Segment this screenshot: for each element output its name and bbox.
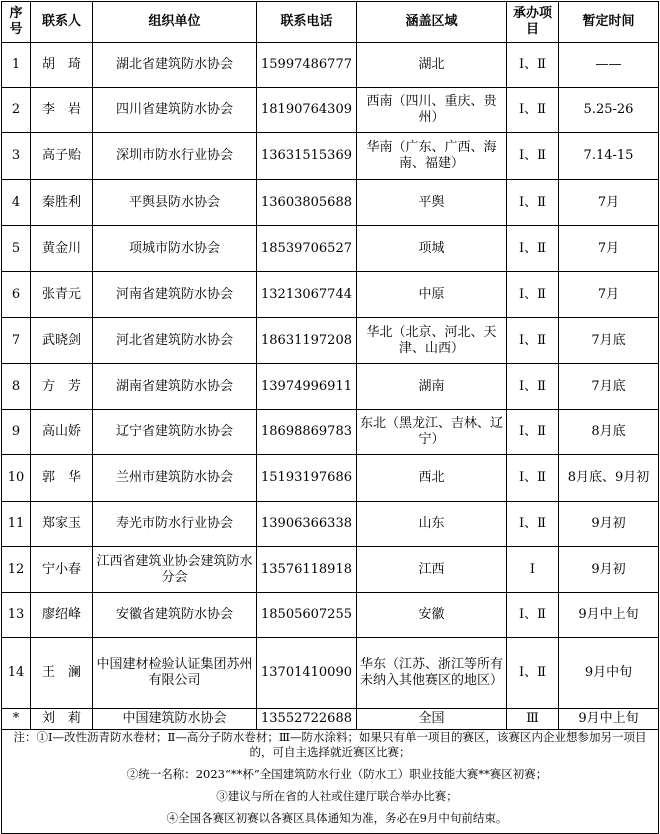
cell-region: 中原	[357, 272, 507, 318]
note-line-1: 注：①Ⅰ—改性沥青防水卷材；Ⅱ—高分子防水卷材；Ⅲ—防水涂料；如果只有单一项目的赛区，该赛区内企业想参加另一项目的，可自主选择就近赛区比赛；	[13, 730, 647, 759]
cell-time: 9月初	[559, 547, 659, 593]
cell-time: 9月中上旬	[559, 709, 659, 730]
cell-org: 中国建筑防水协会	[93, 709, 257, 730]
cell-projects: Ⅰ、Ⅱ	[507, 638, 559, 709]
table-row	[2, 226, 659, 272]
cell-region: 江西	[357, 547, 507, 593]
table-row	[2, 133, 659, 180]
cell-phone: 15997486777	[257, 43, 357, 88]
table-row	[2, 43, 659, 88]
cell-region: 项城	[357, 226, 507, 272]
cell-contact: 高山娇	[31, 410, 93, 455]
cell-projects: Ⅰ、Ⅱ	[507, 318, 559, 364]
cell-projects: Ⅰ	[507, 547, 559, 593]
cell-phone: 18190764309	[257, 88, 357, 133]
table-row	[2, 272, 659, 318]
cell-index: 12	[2, 547, 31, 593]
cell-projects: Ⅰ、Ⅱ	[507, 88, 559, 133]
header-projects: 承办项目	[507, 2, 559, 43]
cell-region: 西北	[357, 455, 507, 502]
cell-phone: 15193197686	[257, 455, 357, 502]
cell-time: 8月底	[559, 410, 659, 455]
cell-time: 8月底、9月初	[559, 455, 659, 502]
cell-time: 7.14-15	[559, 133, 659, 180]
cell-projects: Ⅰ、Ⅱ	[507, 180, 559, 226]
cell-phone: 18505607255	[257, 593, 357, 638]
contest-schedule-table	[1, 1, 659, 834]
table-row	[2, 547, 659, 593]
cell-phone: 13974996911	[257, 364, 357, 410]
cell-region: 华北（北京、河北、天津、山西）	[357, 318, 507, 364]
table-row	[2, 88, 659, 133]
cell-contact: 李 岩	[31, 88, 93, 133]
cell-index: 3	[2, 133, 31, 180]
cell-index: *	[2, 709, 31, 730]
cell-org: 江西省建筑业协会建筑防水分会	[93, 547, 257, 593]
cell-index: 11	[2, 502, 31, 547]
cell-time: 7月	[559, 272, 659, 318]
cell-projects: Ⅰ、Ⅱ	[507, 364, 559, 410]
cell-contact: 王 澜	[31, 638, 93, 709]
header-region: 涵盖区域	[357, 2, 507, 43]
header-index: 序号	[2, 2, 31, 43]
cell-index: 13	[2, 593, 31, 638]
cell-phone: 13603805688	[257, 180, 357, 226]
notes-cell	[2, 730, 659, 834]
table-row	[2, 410, 659, 455]
cell-projects: Ⅰ、Ⅱ	[507, 502, 559, 547]
cell-org: 安徽省建筑防水协会	[93, 593, 257, 638]
cell-time: 7月底	[559, 318, 659, 364]
cell-time: 9月初	[559, 502, 659, 547]
cell-org: 湖南省建筑防水协会	[93, 364, 257, 410]
cell-contact: 廖绍峰	[31, 593, 93, 638]
header-contact: 联系人	[31, 2, 93, 43]
cell-contact: 张青元	[31, 272, 93, 318]
cell-region: 安徽	[357, 593, 507, 638]
header-row	[2, 2, 659, 43]
table-row	[2, 180, 659, 226]
header-org: 组织单位	[93, 2, 257, 43]
cell-projects: Ⅰ、Ⅱ	[507, 455, 559, 502]
cell-phone: 13576118918	[257, 547, 357, 593]
cell-projects: Ⅰ、Ⅱ	[507, 272, 559, 318]
cell-index: 8	[2, 364, 31, 410]
notes-row	[2, 730, 659, 834]
cell-region: 华东（江苏、浙江等所有未纳入其他赛区的地区）	[357, 638, 507, 709]
cell-org: 兰州市建筑防水协会	[93, 455, 257, 502]
cell-org: 河南省建筑防水协会	[93, 272, 257, 318]
cell-region: 平舆	[357, 180, 507, 226]
cell-contact: 高子贻	[31, 133, 93, 180]
cell-contact: 方 芳	[31, 364, 93, 410]
cell-contact: 刘 莉	[31, 709, 93, 730]
cell-projects: Ⅰ、Ⅱ	[507, 133, 559, 180]
cell-phone: 18698869783	[257, 410, 357, 455]
cell-org: 河北省建筑防水协会	[93, 318, 257, 364]
cell-phone: 13701410090	[257, 638, 357, 709]
cell-phone: 13213067744	[257, 272, 357, 318]
cell-region: 山东	[357, 502, 507, 547]
cell-region: 全国	[357, 709, 507, 730]
cell-org: 四川省建筑防水协会	[93, 88, 257, 133]
cell-contact: 黄金川	[31, 226, 93, 272]
cell-region: 华南（广东、广西、海南、福建）	[357, 133, 507, 180]
header-phone: 联系电话	[257, 2, 357, 43]
header-time: 暂定时间	[559, 2, 659, 43]
cell-region: 东北（黑龙江、吉林、辽宁）	[357, 410, 507, 455]
cell-contact: 武晓剑	[31, 318, 93, 364]
cell-index: 9	[2, 410, 31, 455]
cell-projects: Ⅰ、Ⅱ	[507, 410, 559, 455]
cell-projects: Ⅰ、Ⅱ	[507, 593, 559, 638]
cell-org: 辽宁省建筑防水协会	[93, 410, 257, 455]
cell-time: 9月中上旬	[559, 593, 659, 638]
table-row	[2, 455, 659, 502]
cell-contact: 胡 琦	[31, 43, 93, 88]
cell-org: 深圳市防水行业协会	[93, 133, 257, 180]
table-row	[2, 593, 659, 638]
cell-region: 湖南	[357, 364, 507, 410]
cell-index: 7	[2, 318, 31, 364]
cell-time: 7月底	[559, 364, 659, 410]
cell-phone: 13631515369	[257, 133, 357, 180]
note-line-4: ④全国各赛区初赛以各赛区具体通知为准，务必在9月中旬前结束。	[166, 811, 508, 825]
cell-index: 14	[2, 638, 31, 709]
cell-phone: 18539706527	[257, 226, 357, 272]
cell-projects: Ⅲ	[507, 709, 559, 730]
note-line-2: ②统一名称：2023“**杯”全国建筑防水行业（防水工）职业技能大赛**赛区初赛；	[126, 767, 548, 781]
cell-contact: 宁小春	[31, 547, 93, 593]
cell-region: 湖北	[357, 43, 507, 88]
table-row	[2, 709, 659, 730]
table-row	[2, 318, 659, 364]
cell-contact: 郭 华	[31, 455, 93, 502]
cell-time: 9月中旬	[559, 638, 659, 709]
cell-index: 10	[2, 455, 31, 502]
cell-org: 中国建材检验认证集团苏州有限公司	[93, 638, 257, 709]
cell-phone: 13906366338	[257, 502, 357, 547]
cell-index: 6	[2, 272, 31, 318]
cell-projects: Ⅰ、Ⅱ	[507, 43, 559, 88]
cell-contact: 秦胜利	[31, 180, 93, 226]
cell-phone: 13552722688	[257, 709, 357, 730]
cell-index: 1	[2, 43, 31, 88]
cell-index: 4	[2, 180, 31, 226]
cell-phone: 18631197208	[257, 318, 357, 364]
cell-org: 湖北省建筑防水协会	[93, 43, 257, 88]
table-row	[2, 502, 659, 547]
cell-org: 平舆县防水协会	[93, 180, 257, 226]
cell-time: 7月	[559, 226, 659, 272]
cell-org: 项城市防水协会	[93, 226, 257, 272]
cell-time: 7月	[559, 180, 659, 226]
cell-index: 5	[2, 226, 31, 272]
cell-time: ——	[559, 43, 659, 88]
cell-time: 5.25-26	[559, 88, 659, 133]
cell-contact: 郑家玉	[31, 502, 93, 547]
table-row	[2, 638, 659, 709]
cell-projects: Ⅰ、Ⅱ	[507, 226, 559, 272]
note-line-3: ③建议与所在省的人社或住建厅联合举办比赛；	[216, 789, 458, 803]
cell-org: 寿光市防水行业协会	[93, 502, 257, 547]
cell-index: 2	[2, 88, 31, 133]
table-row	[2, 364, 659, 410]
cell-region: 西南（四川、重庆、贵州）	[357, 88, 507, 133]
